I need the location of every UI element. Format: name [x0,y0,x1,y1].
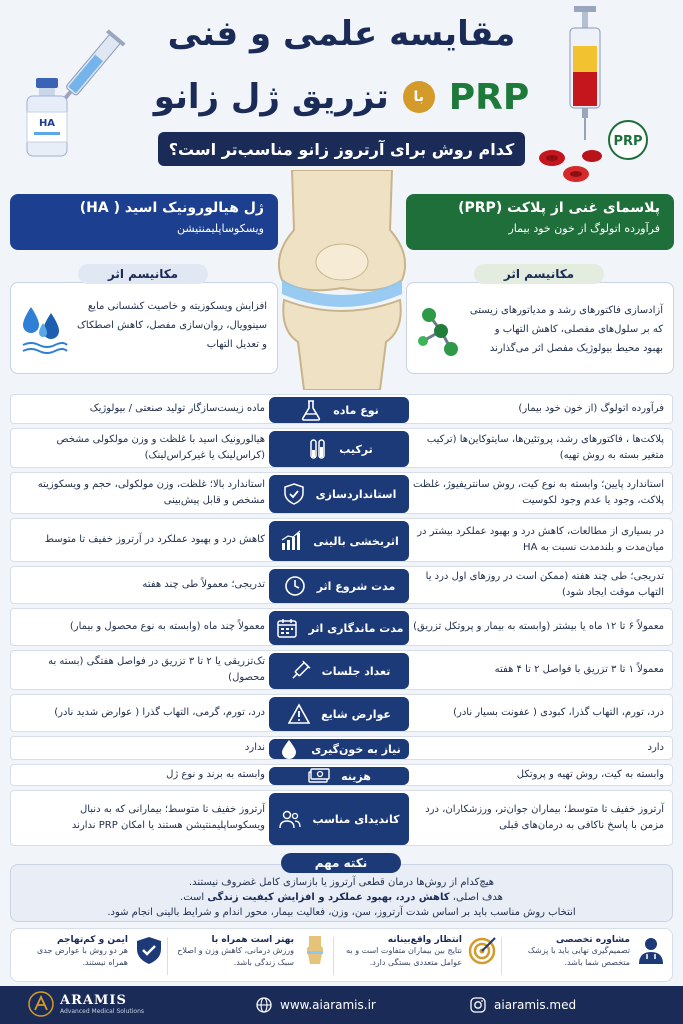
prp-mechanism-box [406,282,674,374]
water-drops-icon [19,303,69,361]
prp-cell: معمولاً ۱ تا ۳ تزریق با فواصل ۲ تا ۴ هفته [494,664,664,675]
row-label-text: ترکیب [339,442,373,456]
note-line-2: هدف اصلی، کاهش درد، بهبود عملکرد و افزایش کیفیت زندگی است. [180,892,503,903]
page-title-line2 [140,70,543,124]
ha-cell: درد، تورم، گرمی، التهاب گذرا ( عوارض شدید نادر) [54,707,265,718]
row-label-text: مدت شروع اثر [316,579,396,593]
tip-realistic-expectation: انتظار واقع‌بینانه نتایج بین بیماران متفاوت است و به عوامل متعددی بستگی دارد. [338,935,498,977]
ha-cell: تدریجی؛ معمولاً طی چند هفته [142,579,265,590]
table-row [10,518,673,562]
money-icon [307,764,331,788]
patients-icon [278,807,302,831]
title-prp: PRP [448,76,530,118]
ha-cell: وابسته به برند و نوع ژل [166,769,265,780]
row-label-text: عوارض شایع [321,707,391,721]
row-label-text: نوع ماده [333,403,379,417]
ha-mechanism-box [10,282,278,374]
tip-divider [167,937,168,975]
prp-cell: استاندارد پایین؛ وابسته به نوع کیت، روش سانتریفیوژ، غلظت پلاکت، وجود یا عدم وجود لکوسیت [413,479,664,506]
prp-cell: وابسته به کیت، روش تهیه و پروتکل [516,769,664,780]
tip-divider [333,937,334,975]
row-label [269,475,409,513]
prp-cell: دارد [647,742,664,753]
calendar-icon [275,616,299,640]
tip-safe-minimally-invasive: ایمن و کم‌تهاجم هر دو روش با عوارض جدی همراه نیستند. [16,935,164,977]
row-label [269,739,409,759]
prp-cell: آرتروز خفیف تا متوسط؛ بیماران جوان‌تر، ورزشکاران، درد مزمن با پاسخ ناکافی به درمان‌های قبلی [425,804,664,831]
title-gel-injection: تزریق ژل زانو [153,77,389,117]
globe-icon [256,997,272,1013]
ha-title: ژل هیالورونیک اسید ( HA) [79,200,264,216]
ha-mechanism-text: افزایش ویسکوزیته و خاصیت کشسانی مایع سینوویال، روان‌سازی مفصل، کاهش اصطکاک و تعدیل التهاب [76,301,267,350]
flask-icon [299,398,323,422]
row-label-text: هزینه [341,769,371,783]
knee-icon [300,935,330,965]
row-label [269,697,409,731]
table-row [10,428,673,468]
blood-drop-icon [277,737,301,761]
table-row [10,764,673,786]
bar-chart-icon [279,529,303,553]
svg-text:PRP: PRP [613,134,643,149]
brand-name: ARAMIS [60,993,127,1008]
target-icon [468,935,498,965]
important-note-title: نکته مهم [281,853,401,873]
prp-cell: معمولاً ۶ تا ۱۲ ماه یا بیشتر (وابسته به بیمار و پروتکل تزریق) [413,621,664,632]
brand-tagline: Advanced Medical Solutions [60,1008,145,1015]
row-label [269,569,409,603]
page-subtitle: کدام روش برای آرتروز زانو مناسب‌تر است؟ [158,132,525,166]
prp-cell: درد، تورم، التهاب گذرا، کبودی ( عفونت بسیار نادر) [453,707,664,718]
test-tubes-icon [305,437,329,461]
prp-cell: پلاکت‌ها ، فاکتورهای رشد، پروتئین‌ها، سایتوکاین‌ها (ترکیب متغیر بسته به روش تهیه) [426,434,664,461]
table-row [10,736,673,760]
tip-combined-with: بهتر است همراه با ورزش درمانی، کاهش وزن و اصلاح سبک زندگی باشد. [170,935,330,977]
clock-icon [283,574,307,598]
instagram-text: aiaramis.med [494,998,577,1012]
row-label-text: استانداردسازی [315,487,397,501]
row-label [269,793,409,845]
blood-cells-illustration [536,140,606,190]
website-text: www.aiaramis.ir [280,998,376,1012]
ha-mechanism-title: مکانیسم اثر [78,264,208,284]
aramis-logo-icon [28,991,54,1017]
prp-subtitle: فرآورده اتولوگ از خون خود بیمار [508,222,660,235]
row-label [269,431,409,467]
ha-cell: تک‌تزریقی یا ۲ تا ۳ تزریق در فواصل هفتگی (بسته به محصول) [48,656,265,683]
ha-vial-illustration [24,78,70,158]
warning-icon [287,702,311,726]
note-line-3: انتخاب روش مناسب باید بر اساس شدت آرتروز، سن، وزن، فعالیت بیمار، محور اندام و شرایط بالینی انجام شود. [107,907,576,918]
row-label-text: اثربخشی بالینی [313,534,399,548]
note-highlight: کاهش درد، بهبود عملکرد و افزایش کیفیت زندگی [207,892,450,903]
ha-subtitle: ویسکوساپلیمنتیشن [176,222,264,235]
ha-cell: استاندارد بالا؛ غلظت، وزن مولکولی، حجم و ویسکوزیته مشخص و قابل پیش‌بینی [37,479,265,506]
prp-title: پلاسمای غنی از پلاکت (PRP) [458,200,660,216]
vial-label: HA [38,118,56,129]
prp-column-header [406,194,674,250]
tip-specialist-consult: مشاوره تخصصی تصمیم‌گیری نهایی باید با پزشک متخصص شما باشد. [506,935,666,977]
prp-mechanism-title: مکانیسم اثر [474,264,604,284]
table-row [10,566,673,604]
ha-cell: کاهش درد و بهبود عملکرد در آرتروز خفیف تا متوسط [44,534,265,545]
row-label [269,611,409,645]
table-row [10,394,673,424]
row-label [269,397,409,423]
table-row [10,608,673,646]
row-label-text: کاندیدای مناسب [312,812,400,826]
ha-column-header [10,194,278,250]
ha-cell: معمولاً چند ماه (وابسته به نوع محصول و بیمار) [69,621,265,632]
row-label [269,767,409,785]
table-row [10,472,673,514]
prp-cell: فرآورده اتولوگ (از خون خود بیمار) [518,403,664,414]
website-link[interactable] [256,997,376,1013]
ha-cell: آرتروز خفیف تا متوسط؛ بیمارانی که به دنبال ویسکوساپلیمنتیشن هستند یا امکان PRP ندارند [71,804,265,831]
title-connector-badge: با [403,81,435,113]
ha-cell: ندارد [244,742,265,753]
prp-cell: در بسیاری از مطالعات، کاهش درد و بهبود عملکرد بیشتر در میان‌مدت و بلندمدت نسبت به HA [417,526,664,553]
prp-cell: تدریجی؛ طی چند هفته (ممکن است در روزهای اول درد یا التهاب موقت ایجاد شود) [425,571,664,598]
ha-cell: هیالورونیک اسید با غلظت و وزن مولکولی مشخص (کراس‌لینک یا غیرکراس‌لینک) [56,434,265,461]
footer [0,986,683,1024]
tip-divider [501,937,502,975]
shield-icon [134,935,164,965]
row-label-text: تعداد جلسات [321,664,391,678]
syringe-icon [288,659,312,683]
molecule-icon [417,303,461,363]
row-label-text: نیاز به خون‌گیری [311,742,401,756]
instagram-link[interactable] [470,997,576,1013]
instagram-icon [470,997,486,1013]
brand-logo[interactable] [28,991,144,1017]
tips-bar [10,928,673,982]
doctor-icon [636,935,666,965]
row-label [269,653,409,689]
table-row [10,694,673,732]
table-row [10,650,673,690]
shield-check-icon [282,482,306,506]
knee-joint-illustration [262,170,422,390]
ha-cell: ماده زیست‌سازگار تولید صنعتی / بیولوژیک [89,403,265,414]
row-label-text: مدت ماندگاری اثر [308,621,404,635]
table-row [10,790,673,846]
row-label [269,521,409,561]
prp-mechanism-text: آزادسازی فاکتورهای رشد و مدیاتورهای زیستی که بر سلول‌های مفصلی، کاهش التهاب و بهبود محیط بیولوژیک مفصل اثر می‌گذارند [469,305,663,354]
note-line-1: هیچ‌کدام از روش‌ها درمان قطعی آرتروز یا بازسازی کامل غضروف نیستند. [188,877,495,888]
page-title: مقایسه علمی و فنی [167,14,516,54]
